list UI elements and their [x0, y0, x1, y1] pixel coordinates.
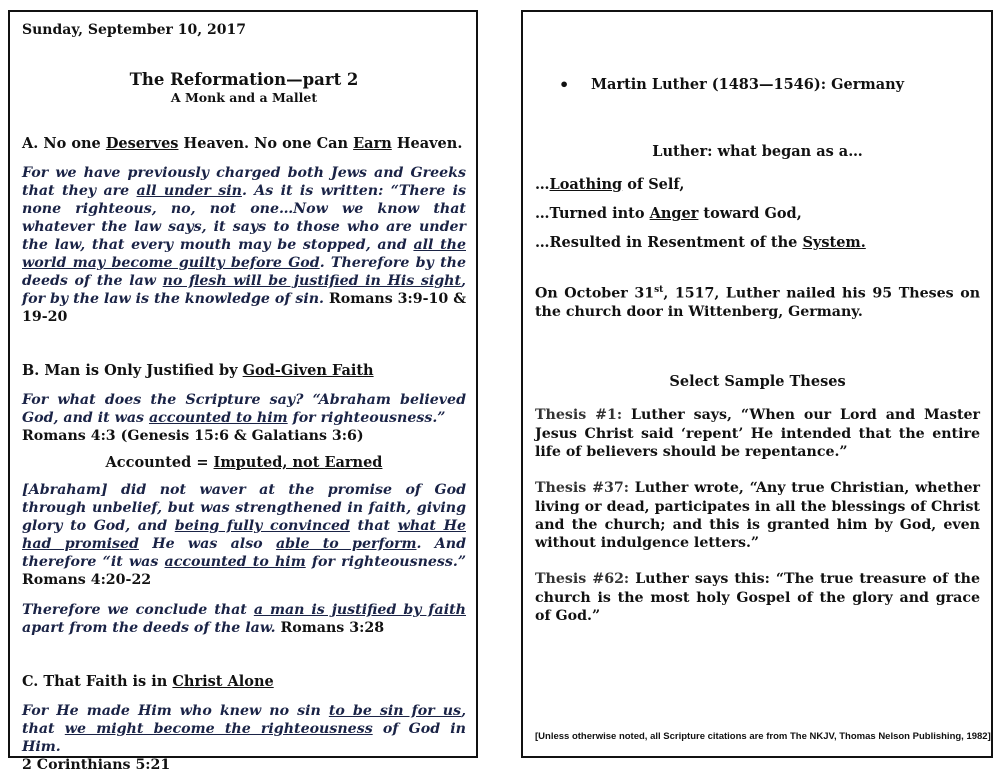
page-subtitle: A Monk and a Mallet: [170, 90, 318, 105]
loathing-line: …Loathing of Self,: [535, 176, 685, 193]
section-c-heading: C. That Faith is in Christ Alone: [22, 673, 274, 690]
section-a-scripture: For we have previously charged both Jews and Greeks that they are all under sin. As it is written: “There is none righteous, no, not one…Now we know that whatever the law says, it says to those who are under the law, that every mouth may be stopped, and all the world may become guilty before God. Therefore by the deeds of the law no flesh will be justified in His sight, for by the law is the knowledge of sin. Romans 3:9-10 & 19-20: [22, 165, 467, 325]
page-title: The Reformation—part 2: [129, 70, 359, 89]
section-c-reference: 2 Corinthians 5:21: [22, 757, 171, 773]
began-heading: Luther: what began as a…: [652, 143, 863, 160]
resentment-line: …Resulted in Resentment of the System.: [535, 234, 866, 251]
thesis-62: Thesis #62: Luther says this: “The true treasure of the church is the most holy Gospel of the glory and grace of God.”: [535, 571, 980, 624]
luther-bullet: • Martin Luther (1483—1546): Germany: [559, 75, 905, 94]
section-b-scripture-1: For what does the Scripture say? “Abraham believed God, and it was accounted to him for righteousness.”: [22, 392, 466, 426]
section-b-scripture-2: [Abraham] did not waver at the promise of God through unbelief, but was strengthened in faith, giving glory to God, and being fully convinced that what He had promised He was also able to perform. And therefore “it was accounted to him for righteousness.” Romans 4:20-22: [22, 482, 467, 588]
select-theses-heading: Select Sample Theses: [669, 373, 846, 391]
section-b-heading: B. Man is Only Justified by God-Given Faith: [22, 362, 374, 379]
left-page: [8, 10, 478, 773]
section-b-scripture-3: Therefore we conclude that a man is justified by faith apart from the deeds of the law. Romans 3:28: [22, 602, 466, 636]
october-paragraph: On October 31st, 1517, Luther nailed his 95 Theses on the church door in Wittenberg, Germany.: [535, 285, 981, 321]
thesis-1: Thesis #1: Luther says, “When our Lord and Master Jesus Christ said ‘repent’ He intended that the entire life of believers should be repentance.”: [535, 407, 980, 460]
thesis-37: Thesis #37: Luther wrote, “Any true Christian, whether living or dead, participates in all the blessings of Christ and the church; and this is granted him by God, even without indulgence letters.”: [535, 480, 980, 552]
section-c-scripture: For He made Him who knew no sin to be sin for us, that we might become the righteousness of God in Him.: [22, 703, 467, 755]
section-b-reference-1: Romans 4:3 (Genesis 15:6 & Galatians 3:6): [22, 428, 364, 444]
section-a-heading: A. No one Deserves Heaven. No one Can Earn Heaven.: [22, 135, 463, 152]
date: Sunday, September 10, 2017: [22, 22, 247, 38]
bullet-icon: •: [559, 75, 570, 94]
anger-line: …Turned into Anger toward God,: [535, 205, 802, 222]
right-page: [521, 10, 993, 758]
footnote: [Unless otherwise noted, all Scripture citations are from The NKJV, Thomas Nelson Publishing, 1982]: [535, 731, 991, 742]
accounted-subheading: Accounted = Imputed, not Earned: [105, 454, 383, 471]
